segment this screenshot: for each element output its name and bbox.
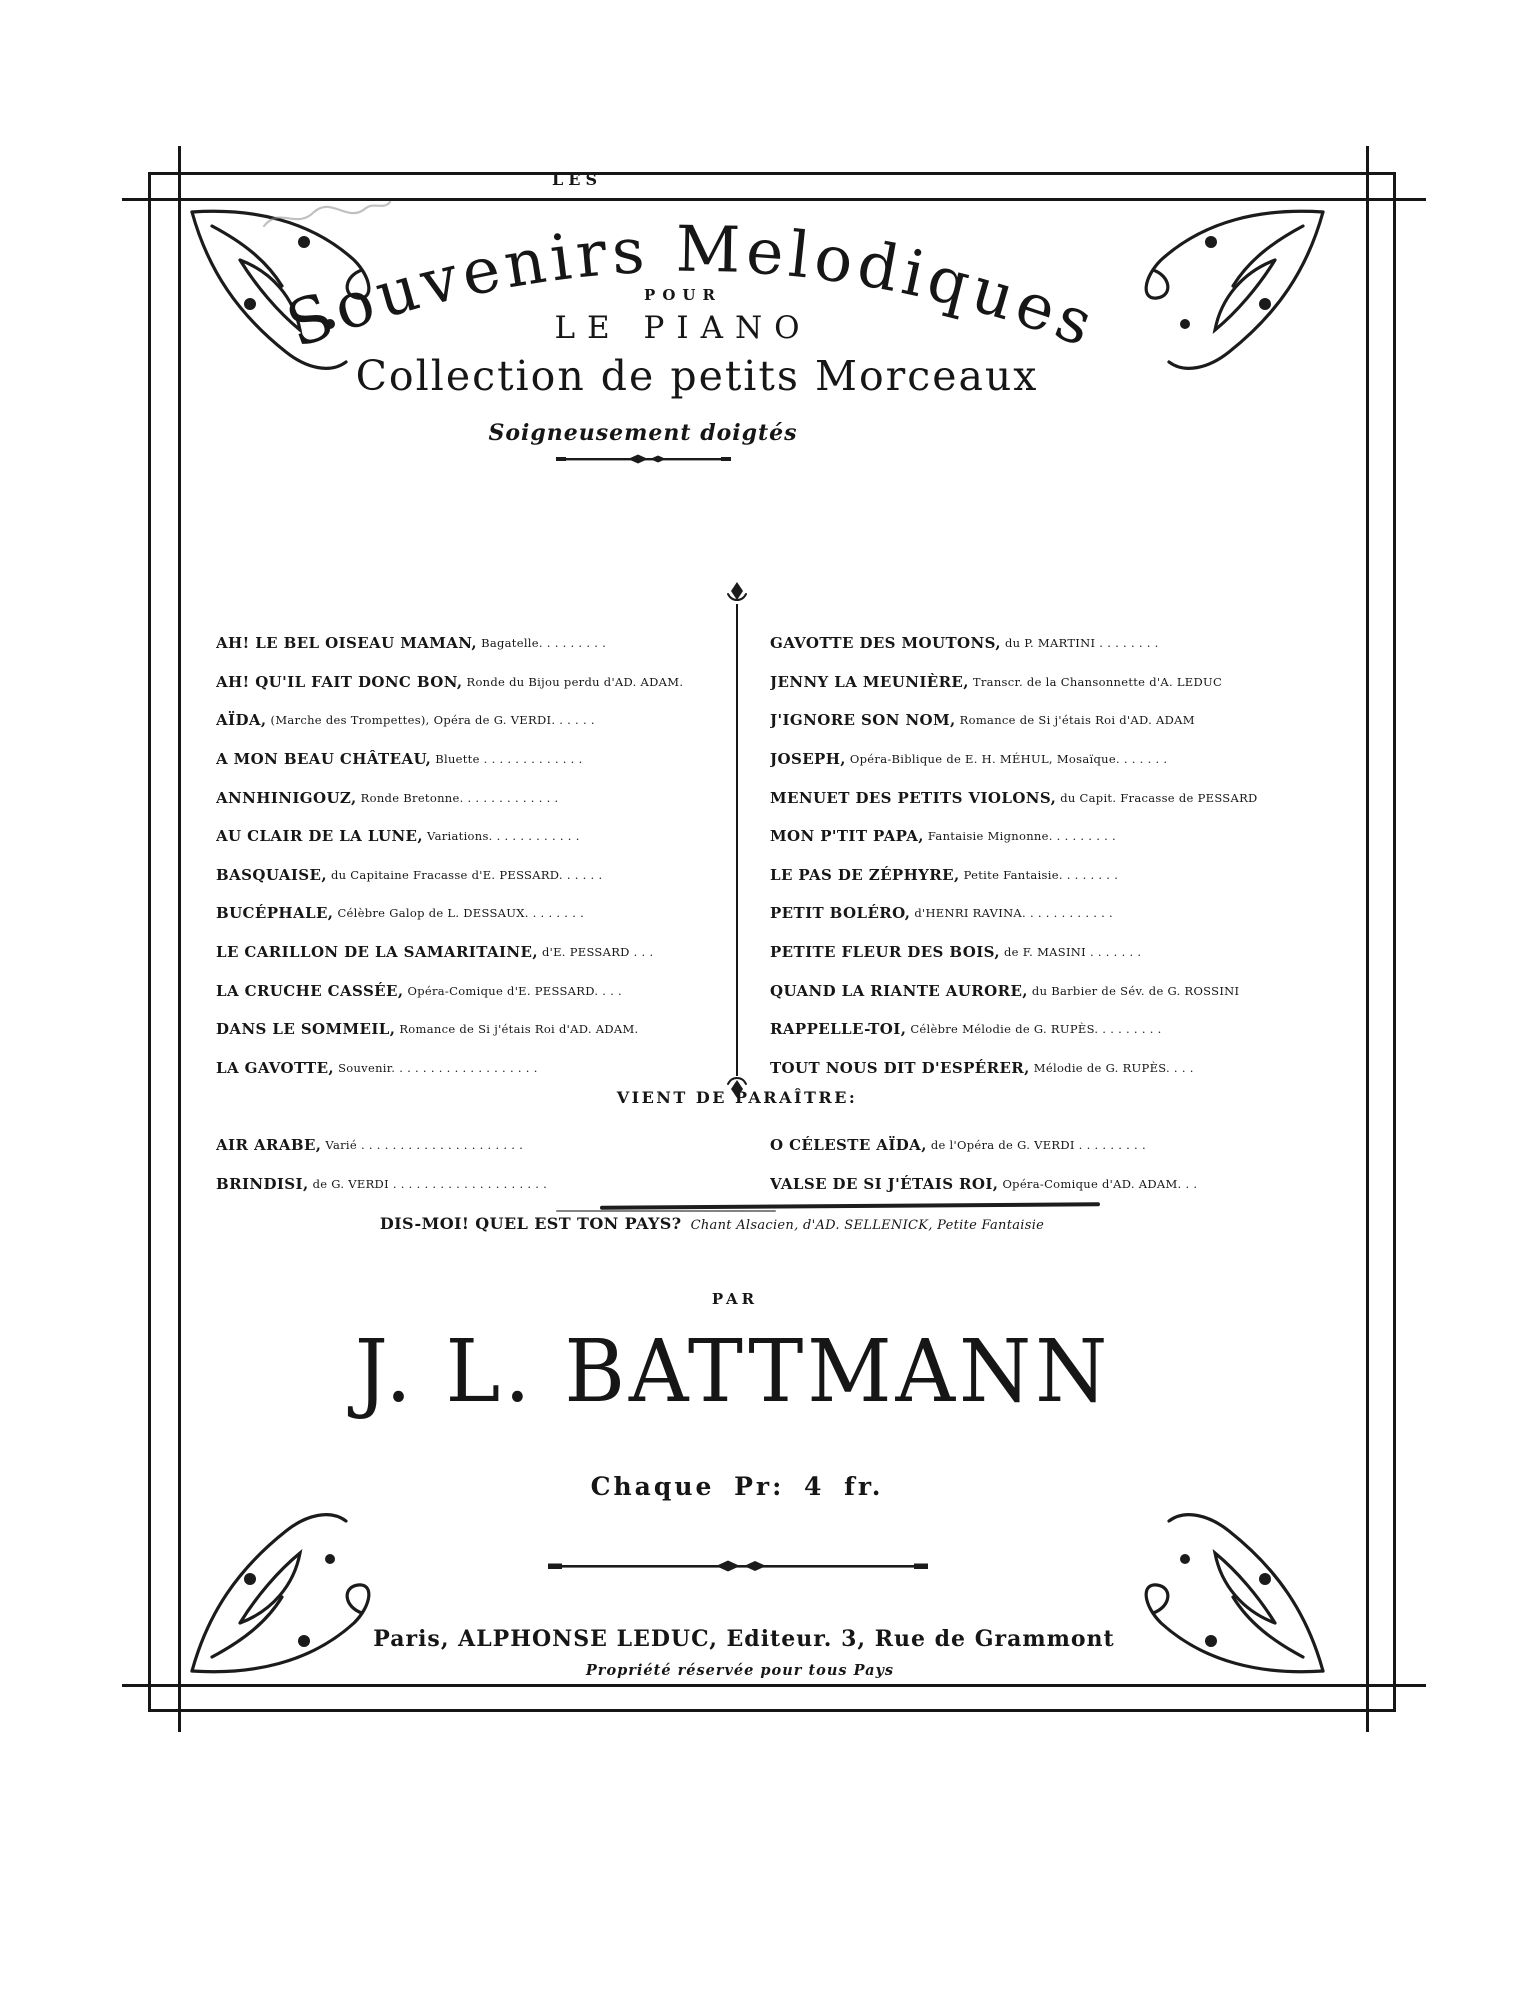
new-releases-heading: VIENT DE PARAÎTRE: [616,1088,858,1107]
catalog-item-title: LA GAVOTTE, [216,1058,335,1077]
catalog-item-title: GAVOTTE DES MOUTONS, [770,634,1001,653]
frame-inner-right [1366,146,1369,1732]
frame-inner-left [178,146,181,1732]
new-release-item [770,1165,1356,1204]
subtitle: Collection de petits Morceaux [355,352,1039,400]
new-release-item [770,1126,1356,1165]
catalog-item-title: JENNY LA MEUNIÈRE, [770,672,969,691]
catalog-item [216,894,728,933]
catalog-item-detail: Célèbre Mélodie de G. RUPÈS. . . . . . . . . [910,1022,1162,1037]
catalog-item-detail: Romance de Si j'étais Roi d'AD. ADAM [959,713,1195,728]
catalog-item [216,933,728,972]
footnote-detail: Chant Alsacien, d'AD. SELLENICK, Petite Fantaisie [690,1218,1045,1233]
catalog-item-detail: Petite Fantaisie. . . . . . . . [963,867,1119,882]
catalog-item-title: AH! LE BEL OISEAU MAMAN, [216,634,478,653]
price-line: Chaque Pr: 4 fr. [590,1472,884,1501]
catalog-item-detail: Romance de Si j'étais Roi d'AD. ADAM. [399,1022,639,1037]
catalog-item-detail: Célèbre Galop de L. DESSAUX. . . . . . . . [337,906,585,921]
catalog-item [216,624,728,663]
catalog-item [216,701,728,740]
main-title: Souvenirs Melodiques [277,212,1107,363]
par-label: PAR [711,1290,759,1308]
catalog-item-detail: du Capitaine Fracasse d'E. PESSARD. . . . . . [330,867,603,882]
catalog-item [770,933,1356,972]
catalog-item [770,624,1356,663]
composer-name: J. L. BATTMANN [354,1322,1112,1422]
footnote-title: DIS-MOI! QUEL EST TON PAYS? [379,1214,682,1233]
catalog-item-title: AH! QU'IL FAIT DONC BON, [216,672,463,691]
catalog-item-detail: Bagatelle. . . . . . . . . [481,636,607,651]
catalog-item-detail: Ronde Bretonne. . . . . . . . . . . . . [360,790,559,805]
catalog-item-title: TOUT NOUS DIT D'ESPÉRER, [770,1058,1030,1077]
catalog-item [770,778,1356,817]
catalog-item-detail: du Barbier de Sév. de G. ROSSINI [1031,983,1240,998]
new-releases-right-column [770,1126,1356,1203]
catalog-item-title: AU CLAIR DE LA LUNE, [216,827,424,846]
catalog-item [216,817,728,856]
pour-label: POUR [644,286,722,304]
ink-smear [556,1210,776,1212]
publisher-line: Paris, ALPHONSE LEDUC, Editeur. 3, Rue de Grammont [373,1626,1115,1652]
catalog-item-detail: d'HENRI RAVINA. . . . . . . . . . . . [914,906,1114,921]
catalog-item-title: J'IGNORE SON NOM, [770,711,956,730]
catalog-item [770,856,1356,895]
catalog-item [216,1010,728,1049]
frame-inner-bottom [122,1684,1426,1687]
instrument-title: LE PIANO [554,310,812,346]
catalog-right-column [770,624,1356,1087]
catalog-item [770,740,1356,779]
new-release-item-detail: Varié . . . . . . . . . . . . . . . . . . . . . [325,1138,524,1153]
catalog-item-title: LE PAS DE ZÉPHYRE, [770,865,960,884]
rights-line: Propriété réservée pour tous Pays [585,1662,895,1679]
series-label: LES [552,170,602,189]
catalog-left-column [216,624,728,1087]
catalog-item-detail: Bluette . . . . . . . . . . . . . [435,752,583,767]
catalog-item-detail: Transcr. de la Chansonnette d'A. LEDUC [972,674,1223,689]
catalog-item-title: BASQUAISE, [216,865,327,884]
catalog-item-title: MENUET DES PETITS VIOLONS, [770,788,1057,807]
fingering-note: Soigneusement doigtés [488,420,798,446]
catalog-item-detail: d'E. PESSARD . . . [541,945,654,960]
new-release-item-title: AIR ARABE, [216,1136,322,1155]
new-release-item-title: O CÉLESTE AÏDA, [770,1136,927,1155]
catalog-item [216,778,728,817]
catalog-item-title: ANNHINIGOUZ, [216,788,357,807]
catalog-item-title: JOSEPH, [770,750,846,769]
catalog-item-title: A MON BEAU CHÂTEAU, [216,750,432,769]
new-release-item-detail: de l'Opéra de G. VERDI . . . . . . . . . [930,1138,1146,1153]
catalog-item [770,663,1356,702]
new-release-item-detail: de G. VERDI . . . . . . . . . . . . . . . . . . . . [312,1176,548,1191]
catalog-item-detail: Souvenir. . . . . . . . . . . . . . . . . . . [338,1060,538,1075]
catalog-item-title: PETITE FLEUR DES BOIS, [770,943,1000,962]
catalog-item [770,817,1356,856]
new-release-item-detail: Opéra-Comique d'AD. ADAM. . . [1002,1176,1198,1191]
column-divider [736,604,738,1076]
new-release-item-title: VALSE DE SI J'ÉTAIS ROI, [770,1174,999,1193]
new-release-item [216,1126,728,1165]
catalog-item [770,894,1356,933]
catalog-item-title: DANS LE SOMMEIL, [216,1020,396,1039]
small-divider-icon [556,452,731,466]
catalog-item [216,971,728,1010]
corner-flourish-icon [1118,202,1333,417]
footnote-line [380,1214,1044,1233]
catalog-item-title: RAPPELLE-TOI, [770,1020,907,1039]
catalog-item [770,971,1356,1010]
catalog-item-detail: de F. MASINI . . . . . . . [1003,945,1142,960]
catalog-item-detail: du P. MARTINI . . . . . . . . [1004,636,1159,651]
catalog-item [770,1010,1356,1049]
corner-flourish-icon [1118,1466,1333,1681]
catalog-item-title: AÏDA, [216,711,267,730]
catalog-item-detail: Ronde du Bijou perdu d'AD. ADAM. [466,674,684,689]
large-divider-icon [548,1558,928,1574]
catalog-item-detail: Variations. . . . . . . . . . . . [427,829,580,844]
corner-flourish-icon [182,1466,397,1681]
catalog-item-title: LE CARILLON DE LA SAMARITAINE, [216,943,538,962]
catalog-item-detail: (Marche des Trompettes), Opéra de G. VERDI. . . . . . [270,713,595,728]
catalog-item-title: QUAND LA RIANTE AURORE, [770,981,1028,1000]
catalog-item-title: BUCÉPHALE, [216,904,334,923]
catalog-item-detail: Opéra-Comique d'E. PESSARD. . . . [407,983,623,998]
new-release-item [216,1165,728,1204]
catalog-item-title: LA CRUCHE CASSÉE, [216,981,404,1000]
catalog-item-detail: Fantaisie Mignonne. . . . . . . . . [927,829,1116,844]
catalog-item-detail: Opéra-Biblique de E. H. MÉHUL, Mosaïque. . . . . . . [849,752,1168,767]
catalog-item [216,1049,728,1088]
catalog-item-title: PETIT BOLÉRO, [770,904,911,923]
catalog-item [216,663,728,702]
catalog-item-detail: Mélodie de G. RUPÈS. . . . [1033,1060,1194,1075]
catalog-item [770,701,1356,740]
catalog-item-detail: du Capit. Fracasse de PESSARD [1060,790,1258,805]
catalog-item [216,856,728,895]
catalog-item-title: MON P'TIT PAPA, [770,827,924,846]
new-releases-left-column [216,1126,728,1203]
catalog-item [216,740,728,779]
new-release-item-title: BRINDISI, [216,1174,309,1193]
catalog-item [770,1049,1356,1088]
